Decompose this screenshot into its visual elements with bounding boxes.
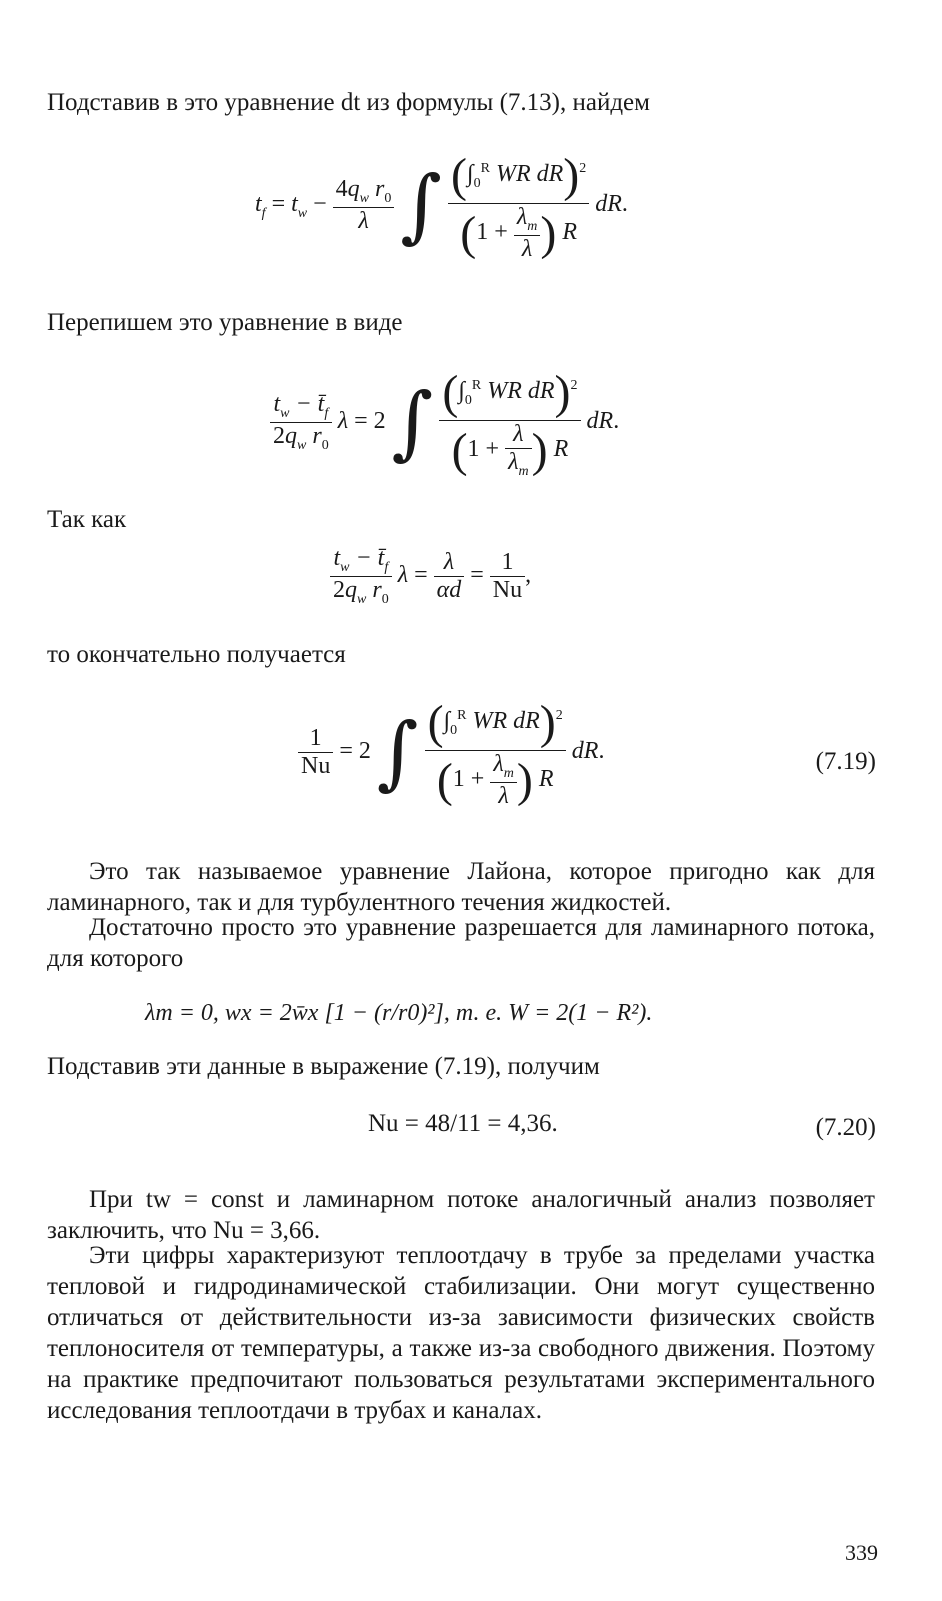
equation-number-7-19: (7.19) — [815, 748, 876, 775]
equation-7-19: $\frac{1}{Nu}$ = 2 ∫ ($\int_0^R$ WR dR)$^2$ (1 + $\frac{\lambda_т}{\lambda}$ ) R dR. — [298, 695, 604, 810]
paragraph-2: Достаточно просто это уравнение разрешается для ламинарного потока, для которого — [47, 914, 875, 972]
equation-number-7-20: (7.20) — [815, 1114, 876, 1141]
paragraph-4: Эти цифры характеризуют теплоотдачу в трубе за пределами участка тепловой и гидродинамической стабилизации. Они могут существенно отличаться от действительности из-за зависимости физических свойств теплоносителя от температуры, а также из-за свободного движения. Поэтому на практике предпочитают пользоваться результатами экспериментального исследования теплоотдачи в трубах и каналах. — [47, 1242, 875, 1424]
text-line-4: то окончательно получается — [47, 641, 346, 668]
text-line-2: Перепишем это уравнение в виде — [47, 309, 403, 336]
equation-rewritten: $\frac{t_w - t̄_f}{2q_w r_0}$ λ = 2 ∫ ($\int_0^R$ WR dR)$^2$ (1 + $\frac{\lambda}{\lambda_т}$ ) R dR. — [270, 365, 619, 480]
equation-nu-relation: $\frac{t_w - t̄_f}{2q_w r_0}$ λ = $\frac{\lambda}{\alpha d}$ = $\frac{1}{Nu}$ , — [330, 545, 531, 608]
text-line-1: Подставив в это уравнение dt из формулы (7.13), найдем — [47, 89, 650, 116]
equation-7-20: Nu = 48/11 = 4,36. — [368, 1110, 558, 1137]
equation-tf: $t_f = t_w$ − $\frac{4q_w r_0}{\lambda}$ ∫ ($\int_0^R$ WR dR)$^2$ (1 + $\frac{\lambda_т}{\lambda}$ ) R dR. — [255, 149, 628, 262]
page-number: 339 — [845, 1540, 878, 1565]
text-line-5: Подставив эти данные в выражение (7.19), получим — [47, 1053, 600, 1080]
equation-laminar: λт = 0, wx = 2w̄x [1 − (r/r0)²], т. е. W = 2(1 − R²). — [145, 1000, 653, 1026]
paragraph-1: Это так называемое уравнение Лайона, которое пригодно как для ламинарного, так и для турбулентного течения жидкостей. — [47, 858, 875, 916]
text-line-3: Так как — [47, 506, 127, 533]
paragraph-3: При tw = const и ламинарном потоке аналогичный анализ позволяет заключить, что Nu = 3,66. — [47, 1186, 875, 1244]
